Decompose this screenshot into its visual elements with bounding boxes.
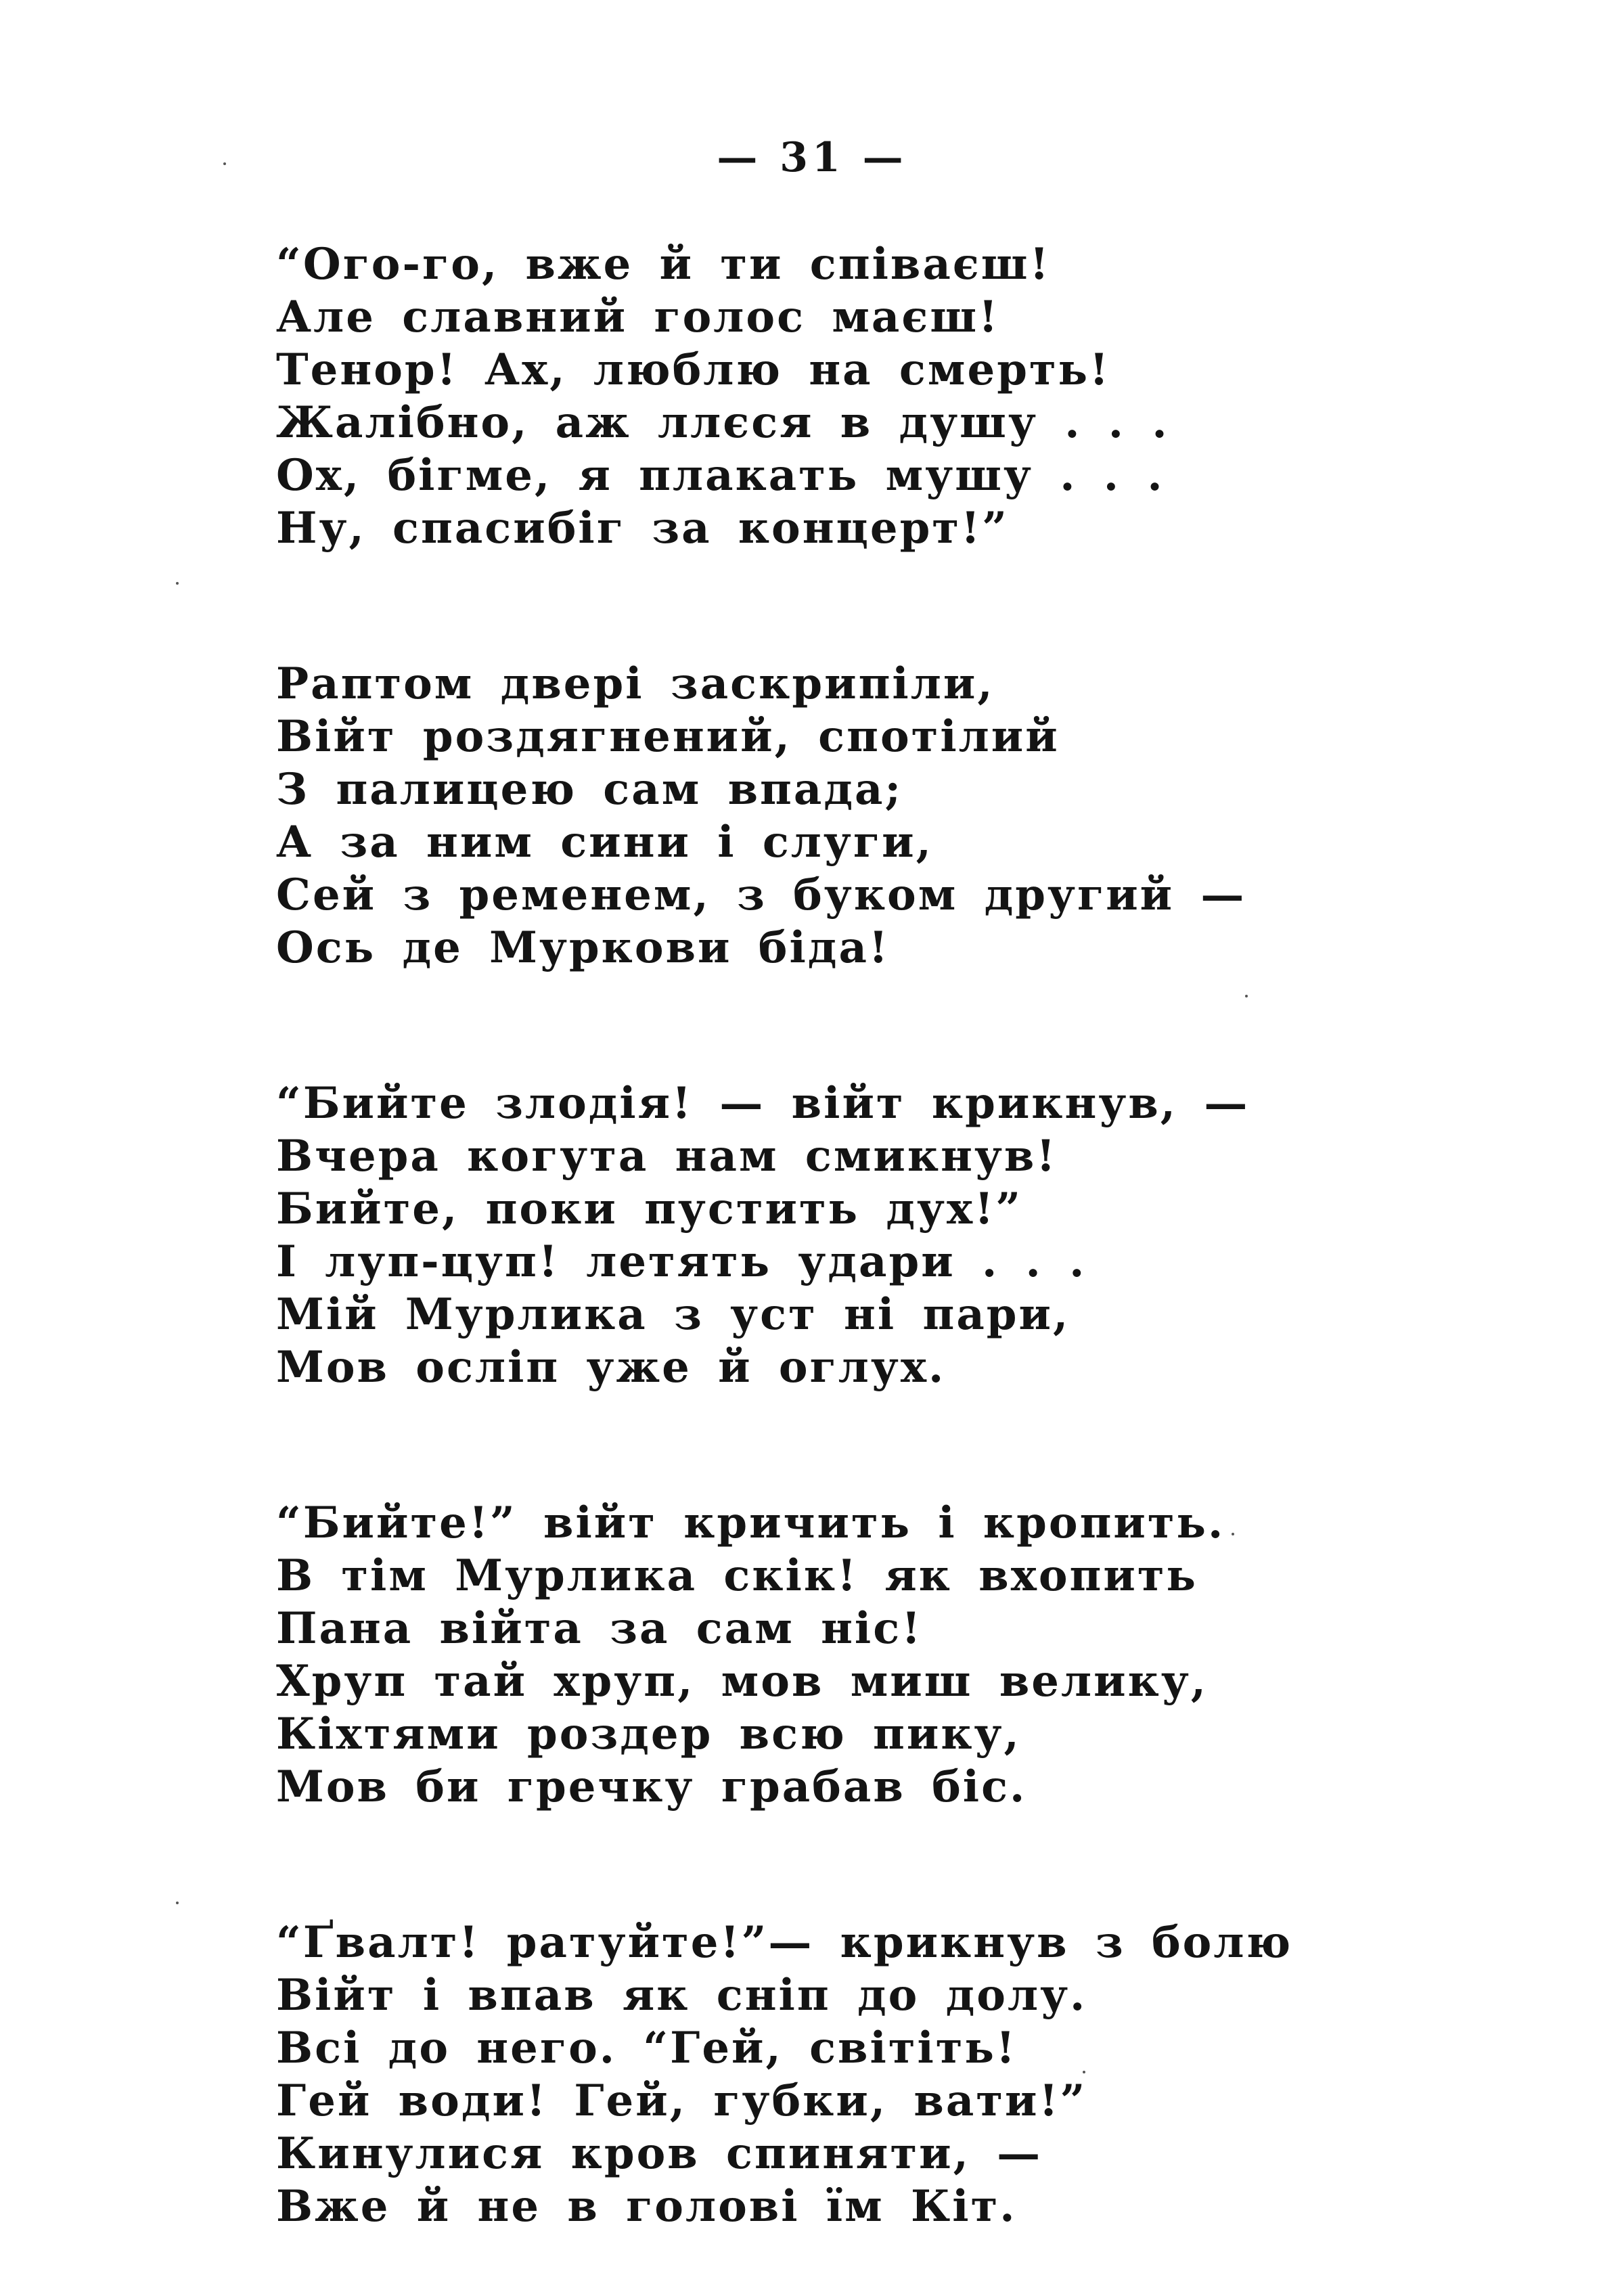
print-speck bbox=[176, 582, 179, 585]
poem-line: Але славний голос маєш! bbox=[276, 292, 1000, 342]
poem-line: “Бийте злодія! — війт крикнув, — bbox=[276, 1078, 1250, 1129]
poem-line: Сей з ременем, з буком другий — bbox=[276, 870, 1246, 920]
poem-line: Хруп тай хруп, мов миш велику, bbox=[276, 1656, 1209, 1707]
stanza-4 bbox=[276, 1497, 1562, 1814]
poem-line: Мій Мурлика з уст ні пари, bbox=[276, 1289, 1070, 1340]
poem-line: Жалібно, аж ллєся в душу . . . bbox=[276, 397, 1169, 448]
poem-line: Раптом двері заскрипіли, bbox=[276, 658, 995, 709]
poem-line: З палицею сам впада; bbox=[276, 764, 903, 815]
print-speck bbox=[176, 1902, 179, 1904]
poem-line: Війт роздягнений, спотілий bbox=[276, 711, 1060, 762]
poem-line: Гей води! Гей, губки, вати!” bbox=[276, 2075, 1087, 2126]
poem-line: “Ґвалт! ратуйте!”— крикнув з болю bbox=[276, 1917, 1293, 1968]
print-speck bbox=[1245, 995, 1248, 997]
poem-line: Тенор! Ах, люблю на смерть! bbox=[276, 344, 1111, 395]
poem-body bbox=[276, 238, 1562, 2233]
poem-line: Кіхтями роздер всю пику, bbox=[276, 1709, 1021, 1759]
print-speck bbox=[1232, 1533, 1234, 1535]
poem-line: Бийте, поки пустить дух!” bbox=[276, 1184, 1023, 1234]
poem-line: “Бийте!” війт кричить і кропить. bbox=[276, 1498, 1225, 1548]
poem-line: В тім Мурлика скік! як вхопить bbox=[276, 1550, 1198, 1601]
poem-line: Мов би гречку грабав біс. bbox=[276, 1761, 1027, 1812]
stanza-2 bbox=[276, 658, 1562, 974]
poem-line: Вчера когута нам смикнув! bbox=[276, 1131, 1058, 1182]
poem-line: Пана війта за сам ніс! bbox=[276, 1603, 923, 1654]
poem-line: Всі до него. “Гей, світіть! bbox=[276, 2023, 1017, 2073]
poem-line: Ну, спасибіг за концерт!” bbox=[276, 503, 1009, 554]
stanza-3 bbox=[276, 1077, 1562, 1394]
poem-line: Війт і впав як сніп до долу. bbox=[276, 1970, 1087, 2021]
page-number: — 31 — bbox=[717, 134, 907, 181]
poem-line: Вже й не в голові їм Кіт. bbox=[276, 2181, 1017, 2232]
print-speck bbox=[223, 162, 226, 165]
poem-line: А за ним сини і слуги, bbox=[276, 817, 933, 868]
poem-line: Ось де Муркови біда! bbox=[276, 922, 890, 973]
poem-line: Мов осліп уже й оглух. bbox=[276, 1342, 946, 1393]
stanza-1 bbox=[276, 238, 1562, 555]
poem-line: “Ого-го, вже й ти співаєш! bbox=[276, 239, 1051, 290]
poem-line: І луп-цуп! летять удари . . . bbox=[276, 1236, 1087, 1287]
print-speck bbox=[1083, 2071, 1085, 2073]
stanza-5 bbox=[276, 1916, 1562, 2233]
poem-line: Кинулися кров спиняти, — bbox=[276, 2128, 1043, 2179]
poem-line: Ох, бігме, я плакать мушу . . . bbox=[276, 450, 1165, 501]
